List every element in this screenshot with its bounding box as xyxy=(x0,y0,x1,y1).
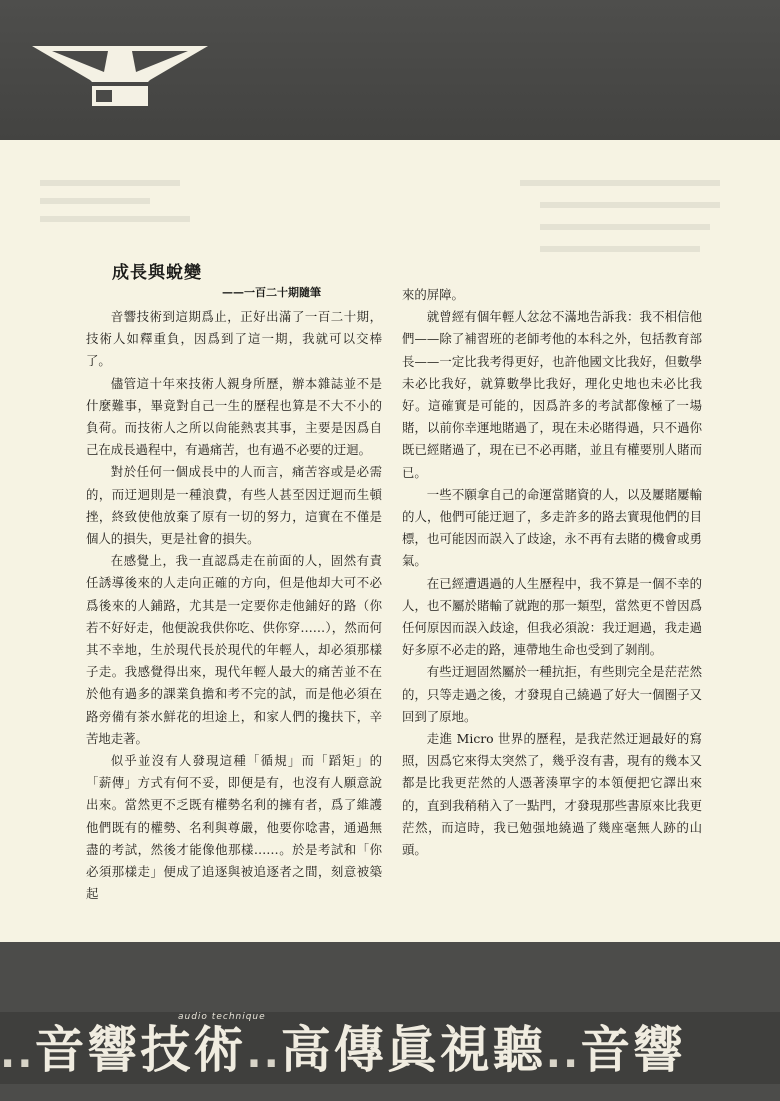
banner-word: 高傳眞視聽 xyxy=(280,1021,546,1079)
article-column-left xyxy=(86,306,382,905)
paragraph: 音響技術到這期爲止，正好出滿了一百二十期，技術人如釋重負，因爲到了這一期，我就可以交棒了。 xyxy=(86,309,382,369)
paragraph: 儘管這十年來技術人親身所歷，辦本雜誌並不是什麼難事，畢竟對自己一生的歷程也算是不大不小的負荷。而技術人之所以尙能熱衷其事，主要是因爲自己在成長過程中，有過痛苦，也有過不必要的迂迴。 xyxy=(86,375,382,458)
paragraph: 在感覺上，我一直認爲走在前面的人，固然有責任誘導後來的人走向正確的方向，但是他却大可不必爲後來的人鋪路，尤其是一定要你走他鋪好的路（你若不好好走，他便說我供你吃、供你穿……），然而何其不幸地，生於現代長於現代的年輕人，却必須那樣子走。我感覺得出來，現代年輕人最大的痛苦並不在於他有過多的課業負擔和考不完的試，而是他必須在路旁備有茶水鮮花的坦途上，和家人們的攙扶下，辛苦地走著。 xyxy=(86,553,382,746)
header-band xyxy=(0,0,780,140)
article-column-right xyxy=(402,284,702,861)
speaker-cone-icon xyxy=(30,42,210,122)
paragraph: 有些迂迴固然屬於一種抗拒，有些則完全是茫茫然的，只等走過之後，才發現自己繞過了好大一個圈子又回到了原地。 xyxy=(402,664,702,724)
banner-word: 音響技術 xyxy=(34,1021,247,1079)
banner-dots: .. xyxy=(545,1031,581,1077)
article-title: 成長與蛻變 xyxy=(112,263,202,283)
paragraph: 一些不願拿自己的命運當賭資的人，以及屢賭屢輸的人，他們可能迂迴了，多走許多的路去實現他們的目標，也可能因而誤入了歧途，永不再有去賭的機會或勇氣。 xyxy=(402,486,702,569)
paragraph: 在已經遭遇過的人生歷程中，我不算是一個不幸的人，也不屬於賭輸了就跑的那一類型，當然更不曾因爲任何原因而誤入歧途，但我必須說：我迂迴過，我走過好多原不必走的路，連帶地生命也受到了剝削。 xyxy=(402,575,702,658)
banner-dots: .. xyxy=(246,1031,281,1077)
banner-dots: .. xyxy=(0,1031,35,1077)
paragraph: 似乎並沒有人發現這種「循規」而「蹈矩」的「薪傳」方式有何不妥，即便是有，也沒有人願意說出來。當然更不乏既有權勢名利的擁有者，爲了維護他們既有的權勢、名利與尊嚴，他要你唸書，通過無盡的考試，然後才能像他那樣……。於是考試和「你必須那樣走」便成了追逐與被追逐者之間，刻意被築起 xyxy=(86,753,382,902)
footer-banner xyxy=(0,1020,686,1084)
paragraph: 對於任何一個成長中的人而言，痛苦容或是必需的，而迂迴則是一種浪費，有些人甚至因迂迴而生頓挫，終致使他放棄了原有一切的努力，這實在不僅是個人的損失，更是社會的損失。 xyxy=(86,464,382,547)
article-subtitle: ——一百二十期隨筆 xyxy=(222,286,321,299)
banner-word: 音響 xyxy=(580,1021,687,1079)
banner-small-tag: audio technique xyxy=(178,1012,266,1022)
paragraph-continuation: 來的屏障。 xyxy=(402,287,464,302)
paragraph: 走進 Micro 世界的歷程，是我茫然迂迴最好的寫照，因爲它來得太突然了，幾乎沒有書，現有的幾本又都是比我更茫然的人憑著湊單字的本領便把它譯出來的，直到我稍稍入了一點門，才發現那些書原來比我更茫然，而這時，我已勉强地繞過了幾座毫無人跡的山頭。 xyxy=(402,731,702,858)
paragraph: 就曾經有個年輕人忿忿不滿地告訴我：我不相信他們——除了補習班的老師考他的本科之外，包括教育部長——一定比我考得更好，也許他國文比我好，但數學未必比我好，就算數學比我好，理化史地也未必比我好。這確實是可能的，因爲許多的考試都像極了一場賭，以前你幸運地賭過了，現在未必賭得過，只不過你既已經賭過了，現在已不必再賭，並且有權要別人賭而已。 xyxy=(402,309,702,480)
